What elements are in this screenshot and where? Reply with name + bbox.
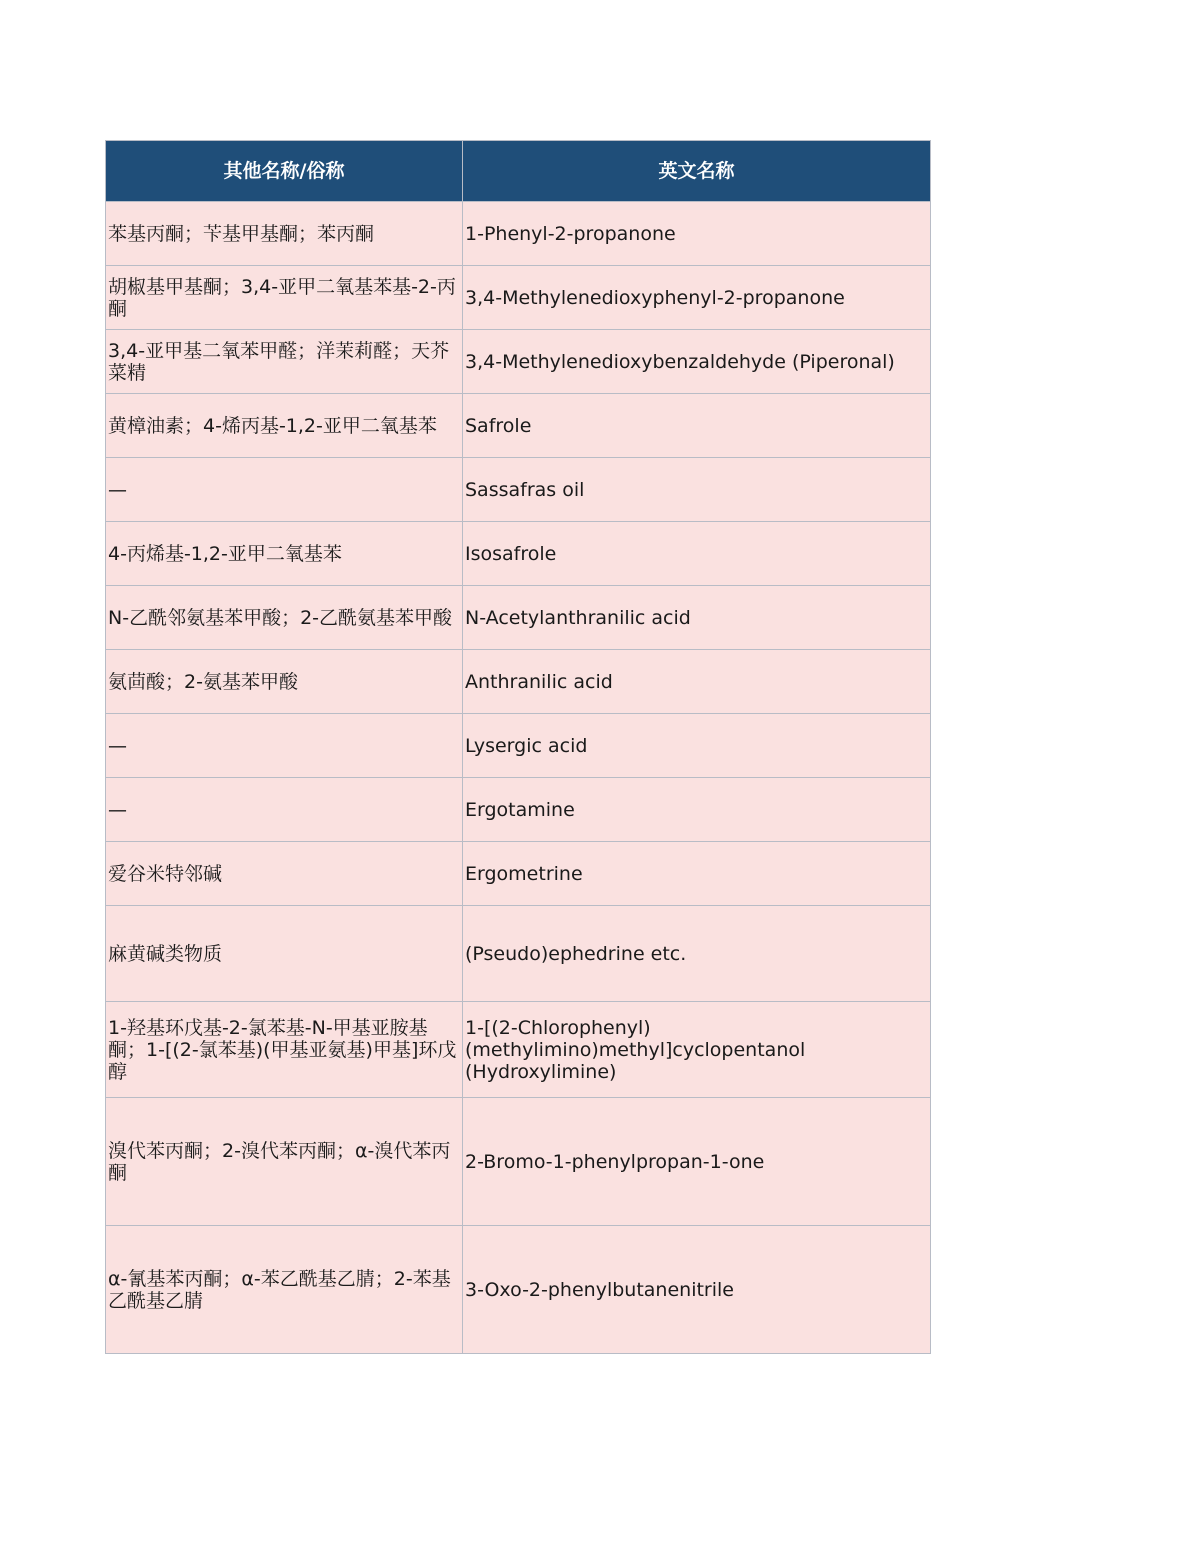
cell-other-name: α-氰基苯丙酮；α-苯乙酰基乙腈；2-苯基乙酰基乙腈 bbox=[106, 1226, 463, 1354]
cell-english-name: Sassafras oil bbox=[463, 458, 931, 522]
table-row bbox=[106, 202, 931, 266]
cell-english-name: (Pseudo)ephedrine etc. bbox=[463, 906, 931, 1002]
table-row bbox=[106, 1226, 931, 1354]
table-row bbox=[106, 522, 931, 586]
cell-english-name: 3,4-Methylenedioxybenzaldehyde (Piperonal) bbox=[463, 330, 931, 394]
cell-other-name: 爱谷米特邻碱 bbox=[106, 842, 463, 906]
table-row bbox=[106, 586, 931, 650]
cell-other-name: — bbox=[106, 458, 463, 522]
header-row bbox=[106, 141, 931, 202]
cell-english-name: 3-Oxo-2-phenylbutanenitrile bbox=[463, 1226, 931, 1354]
substance-table bbox=[105, 140, 931, 1354]
table-row bbox=[106, 266, 931, 330]
cell-english-name: Ergometrine bbox=[463, 842, 931, 906]
cell-english-name: Safrole bbox=[463, 394, 931, 458]
cell-other-name: N-乙酰邻氨基苯甲酸；2-乙酰氨基苯甲酸 bbox=[106, 586, 463, 650]
cell-other-name: 黄樟油素；4-烯丙基-1,2-亚甲二氧基苯 bbox=[106, 394, 463, 458]
table-row bbox=[106, 1002, 931, 1098]
cell-english-name: 1-[(2-Chlorophenyl)(methylimino)methyl]cyclopentanol (Hydroxylimine) bbox=[463, 1002, 931, 1098]
cell-english-name: Ergotamine bbox=[463, 778, 931, 842]
cell-other-name: 1-羟基环戊基-2-氯苯基-N-甲基亚胺基酮；1-[(2-氯苯基)(甲基亚氨基)甲基]环戊醇 bbox=[106, 1002, 463, 1098]
cell-other-name: 苯基丙酮；苄基甲基酮；苯丙酮 bbox=[106, 202, 463, 266]
table-row bbox=[106, 842, 931, 906]
cell-english-name: 3,4-Methylenedioxyphenyl-2-propanone bbox=[463, 266, 931, 330]
table-row bbox=[106, 714, 931, 778]
table-row bbox=[106, 650, 931, 714]
cell-other-name: 溴代苯丙酮；2-溴代苯丙酮；α-溴代苯丙酮 bbox=[106, 1098, 463, 1226]
cell-english-name: Lysergic acid bbox=[463, 714, 931, 778]
cell-other-name: — bbox=[106, 714, 463, 778]
table-row bbox=[106, 458, 931, 522]
header-english-name: 英文名称 bbox=[463, 141, 931, 202]
cell-other-name: 4-丙烯基-1,2-亚甲二氧基苯 bbox=[106, 522, 463, 586]
cell-other-name: — bbox=[106, 778, 463, 842]
cell-other-name: 麻黄碱类物质 bbox=[106, 906, 463, 1002]
cell-other-name: 3,4-亚甲基二氧苯甲醛；洋茉莉醛；天芥菜精 bbox=[106, 330, 463, 394]
cell-english-name: N-Acetylanthranilic acid bbox=[463, 586, 931, 650]
cell-english-name: 1-Phenyl-2-propanone bbox=[463, 202, 931, 266]
cell-other-name: 胡椒基甲基酮；3,4-亚甲二氧基苯基-2-丙酮 bbox=[106, 266, 463, 330]
cell-english-name: Isosafrole bbox=[463, 522, 931, 586]
table-row bbox=[106, 906, 931, 1002]
cell-english-name: Anthranilic acid bbox=[463, 650, 931, 714]
header-other-names: 其他名称/俗称 bbox=[106, 141, 463, 202]
table-row bbox=[106, 1098, 931, 1226]
table-row bbox=[106, 778, 931, 842]
table-row bbox=[106, 394, 931, 458]
cell-english-name: 2-Bromo-1-phenylpropan-1-one bbox=[463, 1098, 931, 1226]
table-row bbox=[106, 330, 931, 394]
cell-other-name: 氨茴酸；2-氨基苯甲酸 bbox=[106, 650, 463, 714]
